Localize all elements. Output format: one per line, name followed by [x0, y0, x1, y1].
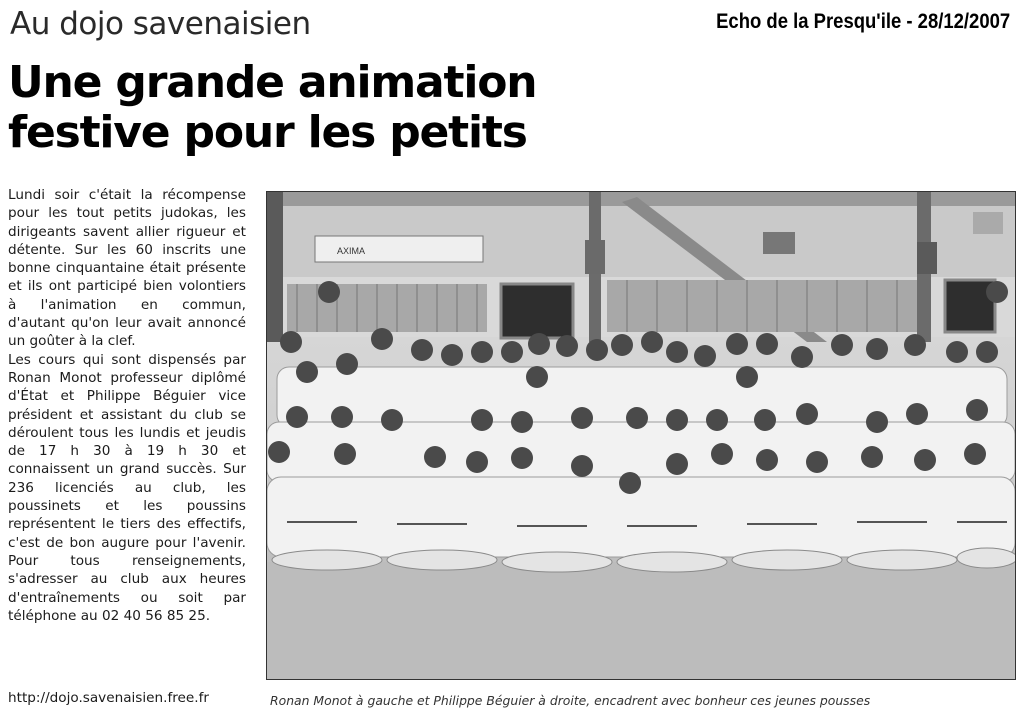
newspaper-source-date: Echo de la Presqu'ile - 28/12/2007 — [715, 10, 1010, 33]
photo-caption: Ronan Monot à gauche et Philippe Béguier à droite, encadrent avec bonheur ces jeunes pousses — [270, 693, 871, 708]
article-body: Lundi soir c'était la récompense pour les tout petits judokas, les dirigeants savent allier rigueur et détente. Sur les 60 inscrits une bonne cinquantaine était présente et ils ont participé bien volontiers à l'animation en commun, d'autant qu'on leur avait annoncé un goûter à la clef. Les cours qui sont dispensés par Ronan Monot professeur diplômé d'État et Philippe Béguier vice président et assistant du club se déroulent tous les lundis et jeudis de 17 h 30 à 19 h 30 et connaissent un grand succès. Sur 236 licenciés au club, les poussinets et les poussins représentent le tiers des effectifs, c'est de bon augure pour l'avenir. Pour tous renseignements, s'adresser au club aux heures d'entraînements ou soit par téléphone au 02 40 56 85 25. — [8, 187, 246, 624]
group-photo-illustration — [267, 192, 1015, 679]
article-headline: Une grande animation festive pour les petits — [8, 57, 537, 158]
group-photo — [266, 191, 1016, 680]
club-website-link[interactable]: http://dojo.savenaisien.free.fr — [8, 690, 209, 706]
article-kicker: Au dojo savenaisien — [10, 6, 311, 42]
banner-text: AXIMA — [337, 246, 366, 256]
